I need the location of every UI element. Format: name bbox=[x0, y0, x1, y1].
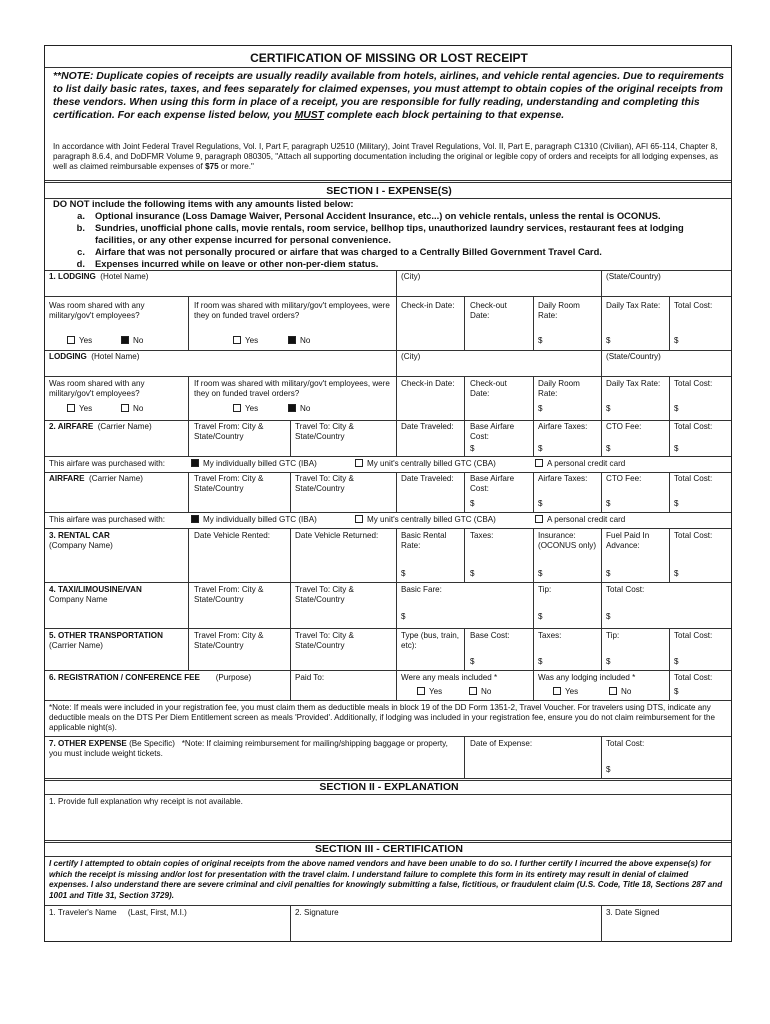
divider bbox=[45, 905, 731, 906]
divider bbox=[396, 472, 397, 512]
divider bbox=[45, 736, 731, 737]
dollar-sign: $ bbox=[470, 569, 475, 578]
explanation-field[interactable] bbox=[47, 808, 729, 838]
divider bbox=[45, 512, 731, 513]
divider bbox=[533, 528, 534, 582]
signature-label[interactable]: 2. Signature bbox=[295, 908, 339, 917]
personal-card-option[interactable]: A personal credit card bbox=[535, 459, 625, 469]
dollar-sign: $ bbox=[538, 569, 543, 578]
duplicate-receipts-note: **NOTE: Duplicate copies of receipts are usually readily available from hotels, airlines, and vehicle rental agencies. Due to requirements to list daily basic rates, taxes, and fees separately for claimed expenses, you must attempt to obtain copies of the original receipts from these vendors. When using this form in place of a receipt, you are responsible for fully reading, understanding and completing this certification. For each expense listed below, you MUST complete each block pertaining to that expense. bbox=[53, 71, 725, 121]
type-label: Type (bus, train, etc): bbox=[401, 631, 460, 650]
divider bbox=[464, 628, 465, 670]
divider bbox=[464, 296, 465, 350]
divider bbox=[188, 472, 189, 512]
shared-no-option[interactable]: No bbox=[121, 404, 143, 414]
divider bbox=[669, 472, 670, 512]
divider bbox=[601, 905, 602, 942]
basic-fare-label: Basic Fare: bbox=[401, 585, 442, 594]
divider bbox=[601, 582, 602, 628]
travel-from-label: Travel From: City & State/Country bbox=[194, 422, 264, 441]
checkin-label: Check-in Date: bbox=[401, 379, 455, 388]
total-cost-label: Total Cost: bbox=[674, 301, 713, 310]
city-label: (City) bbox=[401, 272, 421, 281]
divider bbox=[396, 270, 397, 350]
divider bbox=[290, 905, 291, 942]
exclusions-intro: DO NOT include the following items with any amounts listed below: bbox=[53, 198, 354, 209]
divider bbox=[533, 670, 534, 700]
base-airfare-label: Base Airfare Cost: bbox=[470, 474, 515, 493]
date-signed-label[interactable]: 3. Date Signed bbox=[606, 908, 660, 917]
lodging-2-label: LODGING (Hotel Name) bbox=[49, 352, 140, 361]
registration-label: 6. REGISTRATION / CONFERENCE FEE (Purpose) bbox=[49, 673, 252, 682]
divider bbox=[601, 350, 602, 420]
divider bbox=[669, 420, 670, 456]
divider bbox=[669, 296, 670, 350]
cba-option[interactable]: My unit's centrally billed GTC (CBA) bbox=[355, 515, 496, 525]
divider bbox=[290, 628, 291, 670]
checkbox[interactable] bbox=[355, 459, 363, 467]
dollar-sign: $ bbox=[538, 404, 543, 413]
divider bbox=[464, 376, 465, 420]
meals-yes-option[interactable]: Yes bbox=[417, 687, 442, 697]
dollar-sign: $ bbox=[470, 499, 475, 508]
daily-room-rate-label: Daily Room Rate: bbox=[538, 379, 580, 398]
total-cost-label: Total Cost: bbox=[674, 531, 713, 540]
airfare-taxes-label: Airfare Taxes: bbox=[538, 422, 588, 431]
state-label: (State/Country) bbox=[606, 352, 661, 361]
taxi-label: 4. TAXI/LIMOUSINE/VAN Company Name bbox=[49, 585, 142, 604]
checkbox[interactable] bbox=[121, 404, 129, 412]
divider bbox=[464, 736, 465, 778]
divider bbox=[396, 670, 397, 700]
meals-note: *Note: If meals were included in your registration fee, you must claim them as deductible meals in block 19 of the DD Form 1351-2, Travel Voucher. For travelers using DTS, indicate any deductible meals on the DTS Per Diem Entitlement screen as meals 'Provided'. Additionally, if lodging was included in your registration fee, ensure you do not claim reimbursement for the applicable night(s). bbox=[49, 703, 716, 732]
divider bbox=[188, 582, 189, 628]
divider bbox=[45, 182, 731, 183]
divider bbox=[396, 350, 397, 420]
divider bbox=[45, 856, 731, 857]
divider bbox=[533, 472, 534, 512]
checkbox[interactable] bbox=[67, 404, 75, 412]
regulations-note: In accordance with Joint Federal Travel Regulations, Vol. I, Part F, paragraph U2510 (Military), Joint Travel Regulations, Vol. II, Part E, paragraph C1310 (Civilian), AFI 65-114, Chapter 8, paragraph 8.6.4, and DoDFMR Volume 9, paragraph 080305, "Attach all supporting documentation including the original or legible copy of orders and receipts for all lodging expenses, as well as claimed reimbursable expenses of $75 or more." bbox=[53, 142, 719, 171]
dollar-sign: $ bbox=[606, 612, 611, 621]
dollar-sign: $ bbox=[538, 657, 543, 666]
dollar-sign: $ bbox=[674, 687, 679, 696]
state-label: (State/Country) bbox=[606, 272, 661, 281]
room-shared-question: Was room shared with any military/gov't employees? bbox=[49, 379, 145, 398]
tip-label: Tip: bbox=[606, 631, 620, 640]
checkbox[interactable] bbox=[233, 336, 241, 344]
cba-option[interactable]: My unit's centrally billed GTC (CBA) bbox=[355, 459, 496, 469]
other-transportation-label: 5. OTHER TRANSPORTATION (Carrier Name) bbox=[49, 631, 163, 650]
dollar-sign: $ bbox=[674, 569, 679, 578]
travel-from-label: Travel From: City & State/Country bbox=[194, 474, 264, 493]
divider bbox=[290, 472, 291, 512]
divider bbox=[45, 67, 731, 68]
total-cost-label: Total Cost: bbox=[674, 673, 713, 682]
basic-rental-rate-label: Basic Rental Rate: bbox=[401, 531, 447, 550]
divider bbox=[464, 472, 465, 512]
divider bbox=[669, 628, 670, 670]
base-cost-label: Base Cost: bbox=[470, 631, 510, 640]
divider bbox=[45, 350, 731, 351]
divider bbox=[45, 840, 731, 841]
certification-statement: I certify I attempted to obtain copies of original receipts from the above named vendors and have been unable to do so. I further certify I incurred the above expense(s) for which the receipt is missing and/or lost for presentation with the travel claim. I understand failure to complete this form in its entirety may result in denial of claimed expenses. I also understand there are severe criminal and civil penalties for knowingly submitting a false, fictitious, or fraudulent claim (U.S. Code, Title 18, Sections 287 and 1001 and Title 31, Section 3729). bbox=[49, 859, 723, 900]
dollar-sign: $ bbox=[401, 569, 406, 578]
checkbox-checked[interactable] bbox=[191, 515, 199, 523]
shared-yes-option[interactable]: Yes bbox=[67, 336, 92, 346]
funded-yes-option[interactable]: Yes bbox=[233, 404, 258, 414]
date-traveled-label: Date Traveled: bbox=[401, 474, 454, 483]
purchased-with-label: This airfare was purchased with: bbox=[49, 459, 166, 468]
personal-card-option[interactable]: A personal credit card bbox=[535, 515, 625, 525]
funded-orders-question: If room was shared with military/gov't employees, were they on funded travel orders? bbox=[194, 301, 390, 320]
date-rented-label: Date Vehicle Rented: bbox=[194, 531, 271, 540]
lodging-yes-option[interactable]: Yes bbox=[553, 687, 578, 697]
divider bbox=[45, 700, 731, 701]
date-returned-label: Date Vehicle Returned: bbox=[295, 531, 379, 540]
divider bbox=[188, 420, 189, 456]
daily-room-rate-label: Daily Room Rate: bbox=[538, 301, 580, 320]
exclusion-item: Airfare that was not personally procured or airfare that was charged to a Centrally Billed Government Travel Card. bbox=[95, 246, 602, 257]
dollar-sign: $ bbox=[606, 765, 611, 774]
travel-to-label: Travel To: City & State/Country bbox=[295, 422, 354, 441]
checkbox[interactable] bbox=[609, 687, 617, 695]
divider bbox=[669, 528, 670, 582]
exclusion-letter: a. bbox=[77, 210, 85, 221]
daily-tax-rate-label: Daily Tax Rate: bbox=[606, 301, 661, 310]
cto-fee-label: CTO Fee: bbox=[606, 422, 642, 431]
checkbox[interactable] bbox=[67, 336, 75, 344]
dollar-sign: $ bbox=[470, 657, 475, 666]
taxes-label: Taxes: bbox=[470, 531, 494, 540]
total-cost-label: Total Cost: bbox=[606, 739, 645, 748]
iba-option[interactable]: My individually billed GTC (IBA) bbox=[191, 515, 317, 525]
divider bbox=[188, 296, 189, 350]
exclusion-letter: c. bbox=[77, 246, 85, 257]
dollar-sign: $ bbox=[674, 444, 679, 453]
travel-to-label: Travel To: City & State/Country bbox=[295, 474, 354, 493]
dollar-sign: $ bbox=[401, 612, 406, 621]
checkbox-checked[interactable] bbox=[121, 336, 129, 344]
total-cost-label: Total Cost: bbox=[674, 631, 713, 640]
paid-to-label: Paid To: bbox=[295, 673, 325, 682]
explanation-prompt: 1. Provide full explanation why receipt is not available. bbox=[49, 797, 243, 806]
airfare-taxes-label: Airfare Taxes: bbox=[538, 474, 588, 483]
shared-no-option[interactable]: No bbox=[121, 336, 143, 346]
checkbox[interactable] bbox=[535, 515, 543, 523]
divider bbox=[601, 628, 602, 670]
total-cost-label: Total Cost: bbox=[674, 474, 713, 483]
other-expense-label: 7. OTHER EXPENSE (Be Specific) *Note: If claiming reimbursement for mailing/shipping baggage or property, you must include weight tickets. bbox=[49, 739, 448, 758]
date-of-expense-label: Date of Expense: bbox=[470, 739, 533, 748]
divider bbox=[396, 582, 397, 628]
divider bbox=[290, 420, 291, 456]
cto-fee-label: CTO Fee: bbox=[606, 474, 642, 483]
divider bbox=[533, 582, 534, 628]
form-title: CERTIFICATION OF MISSING OR LOST RECEIPT bbox=[250, 51, 528, 65]
divider bbox=[533, 420, 534, 456]
checkbox-checked[interactable] bbox=[191, 459, 199, 467]
dollar-sign: $ bbox=[538, 612, 543, 621]
checkbox[interactable] bbox=[469, 687, 477, 695]
iba-option[interactable]: My individually billed GTC (IBA) bbox=[191, 459, 317, 469]
exclusion-item: Optional insurance (Loss Damage Waiver, Personal Accident Insurance, etc...) on vehicle rentals, unless the rental is OCONUS. bbox=[95, 210, 661, 221]
divider bbox=[533, 376, 534, 420]
checkin-label: Check-in Date: bbox=[401, 301, 455, 310]
divider bbox=[601, 270, 602, 350]
insurance-label: Insurance: (OCONUS only) bbox=[538, 531, 597, 550]
divider bbox=[396, 420, 397, 456]
divider bbox=[396, 628, 397, 670]
exclusion-letter: b. bbox=[76, 222, 85, 233]
taxes-label: Taxes: bbox=[538, 631, 562, 640]
divider bbox=[290, 582, 291, 628]
divider bbox=[45, 180, 731, 181]
dollar-sign: $ bbox=[606, 336, 611, 345]
dollar-sign: $ bbox=[606, 499, 611, 508]
checkbox[interactable] bbox=[355, 515, 363, 523]
checkout-label: Check-out Date: bbox=[470, 301, 507, 320]
dollar-sign: $ bbox=[538, 499, 543, 508]
divider bbox=[188, 528, 189, 582]
divider bbox=[45, 472, 731, 473]
divider bbox=[45, 376, 731, 377]
exclusion-item: Expenses incurred while on leave or other non-per-diem status. bbox=[95, 258, 379, 269]
exclusion-item: Sundries, unofficial phone calls, movie rentals, room service, bellhop tips, unauthorized laundry services, restaurant fees at lodging facilities, or any other expense incurred for personal convenience. bbox=[95, 222, 684, 245]
checkout-label: Check-out Date: bbox=[470, 379, 507, 398]
lodging-1-label: 1. LODGING (Hotel Name) bbox=[49, 272, 149, 281]
tip-label: Tip: bbox=[538, 585, 552, 594]
divider bbox=[290, 528, 291, 582]
lodging-no-option[interactable]: No bbox=[609, 687, 631, 697]
divider bbox=[45, 270, 731, 271]
fuel-paid-label: Fuel Paid In Advance: bbox=[606, 531, 650, 550]
funded-no-option[interactable]: No bbox=[288, 404, 310, 414]
purchased-with-label: This airfare was purchased with: bbox=[49, 515, 166, 524]
airfare-2-label: AIRFARE (Carrier Name) bbox=[49, 474, 143, 483]
checkbox[interactable] bbox=[417, 687, 425, 695]
airfare-1-label: 2. AIRFARE (Carrier Name) bbox=[49, 422, 152, 431]
section-2-title: SECTION II - EXPLANATION bbox=[319, 781, 459, 793]
section-3-title: SECTION III - CERTIFICATION bbox=[315, 843, 463, 855]
funded-yes-option[interactable]: Yes bbox=[233, 336, 258, 346]
meals-included-question: Were any meals included * bbox=[401, 673, 498, 682]
divider bbox=[533, 296, 534, 350]
divider bbox=[464, 420, 465, 456]
dollar-sign: $ bbox=[674, 657, 679, 666]
dollar-sign: $ bbox=[606, 444, 611, 453]
city-label: (City) bbox=[401, 352, 421, 361]
dollar-sign: $ bbox=[674, 404, 679, 413]
divider bbox=[45, 794, 731, 795]
divider bbox=[45, 582, 731, 583]
travel-to-label: Travel To: City & State/Country bbox=[295, 631, 354, 650]
section-1-title: SECTION I - EXPENSE(S) bbox=[326, 185, 452, 197]
divider bbox=[396, 528, 397, 582]
travel-from-label: Travel From: City & State/Country bbox=[194, 585, 264, 604]
divider bbox=[188, 628, 189, 670]
exclusions-list bbox=[53, 198, 723, 270]
divider bbox=[188, 376, 189, 420]
divider bbox=[45, 420, 731, 421]
divider bbox=[45, 528, 731, 529]
lodging-included-question: Was any lodging included * bbox=[538, 673, 636, 682]
divider bbox=[601, 472, 602, 512]
dollar-sign: $ bbox=[606, 569, 611, 578]
total-cost-label: Total Cost: bbox=[674, 422, 713, 431]
divider bbox=[45, 628, 731, 629]
dollar-sign: $ bbox=[538, 336, 543, 345]
travel-to-label: Travel To: City & State/Country bbox=[295, 585, 354, 604]
dollar-sign: $ bbox=[606, 657, 611, 666]
certification-form bbox=[44, 45, 732, 942]
divider bbox=[45, 778, 731, 779]
divider bbox=[601, 420, 602, 456]
meals-no-option[interactable]: No bbox=[469, 687, 491, 697]
checkbox-checked[interactable] bbox=[288, 336, 296, 344]
dollar-sign: $ bbox=[674, 499, 679, 508]
checkbox[interactable] bbox=[553, 687, 561, 695]
divider bbox=[464, 528, 465, 582]
dollar-sign: $ bbox=[606, 404, 611, 413]
divider bbox=[45, 670, 731, 671]
total-cost-label: Total Cost: bbox=[606, 585, 645, 594]
divider bbox=[533, 628, 534, 670]
total-cost-label: Total Cost: bbox=[674, 379, 713, 388]
room-shared-question: Was room shared with any military/gov't employees? bbox=[49, 301, 145, 320]
funded-orders-question: If room was shared with military/gov't employees, were they on funded travel orders? bbox=[194, 379, 390, 398]
divider bbox=[290, 670, 291, 700]
divider bbox=[45, 296, 731, 297]
date-traveled-label: Date Traveled: bbox=[401, 422, 454, 431]
divider bbox=[601, 528, 602, 582]
checkbox[interactable] bbox=[233, 404, 241, 412]
traveler-name-label[interactable]: 1. Traveler's Name (Last, First, M.I.) bbox=[49, 908, 187, 917]
dollar-sign: $ bbox=[470, 444, 475, 453]
divider bbox=[45, 456, 731, 457]
base-airfare-label: Base Airfare Cost: bbox=[470, 422, 515, 441]
divider bbox=[669, 670, 670, 700]
travel-from-label: Travel From: City & State/Country bbox=[194, 631, 264, 650]
rental-car-label: 3. RENTAL CAR (Company Name) bbox=[49, 531, 113, 550]
daily-tax-rate-label: Daily Tax Rate: bbox=[606, 379, 661, 388]
exclusion-letter: d. bbox=[76, 258, 85, 269]
divider bbox=[669, 376, 670, 420]
dollar-sign: $ bbox=[674, 336, 679, 345]
funded-no-option[interactable]: No bbox=[288, 336, 310, 346]
checkbox[interactable] bbox=[535, 459, 543, 467]
shared-yes-option[interactable]: Yes bbox=[67, 404, 92, 414]
checkbox-checked[interactable] bbox=[288, 404, 296, 412]
divider bbox=[601, 736, 602, 778]
dollar-sign: $ bbox=[538, 444, 543, 453]
